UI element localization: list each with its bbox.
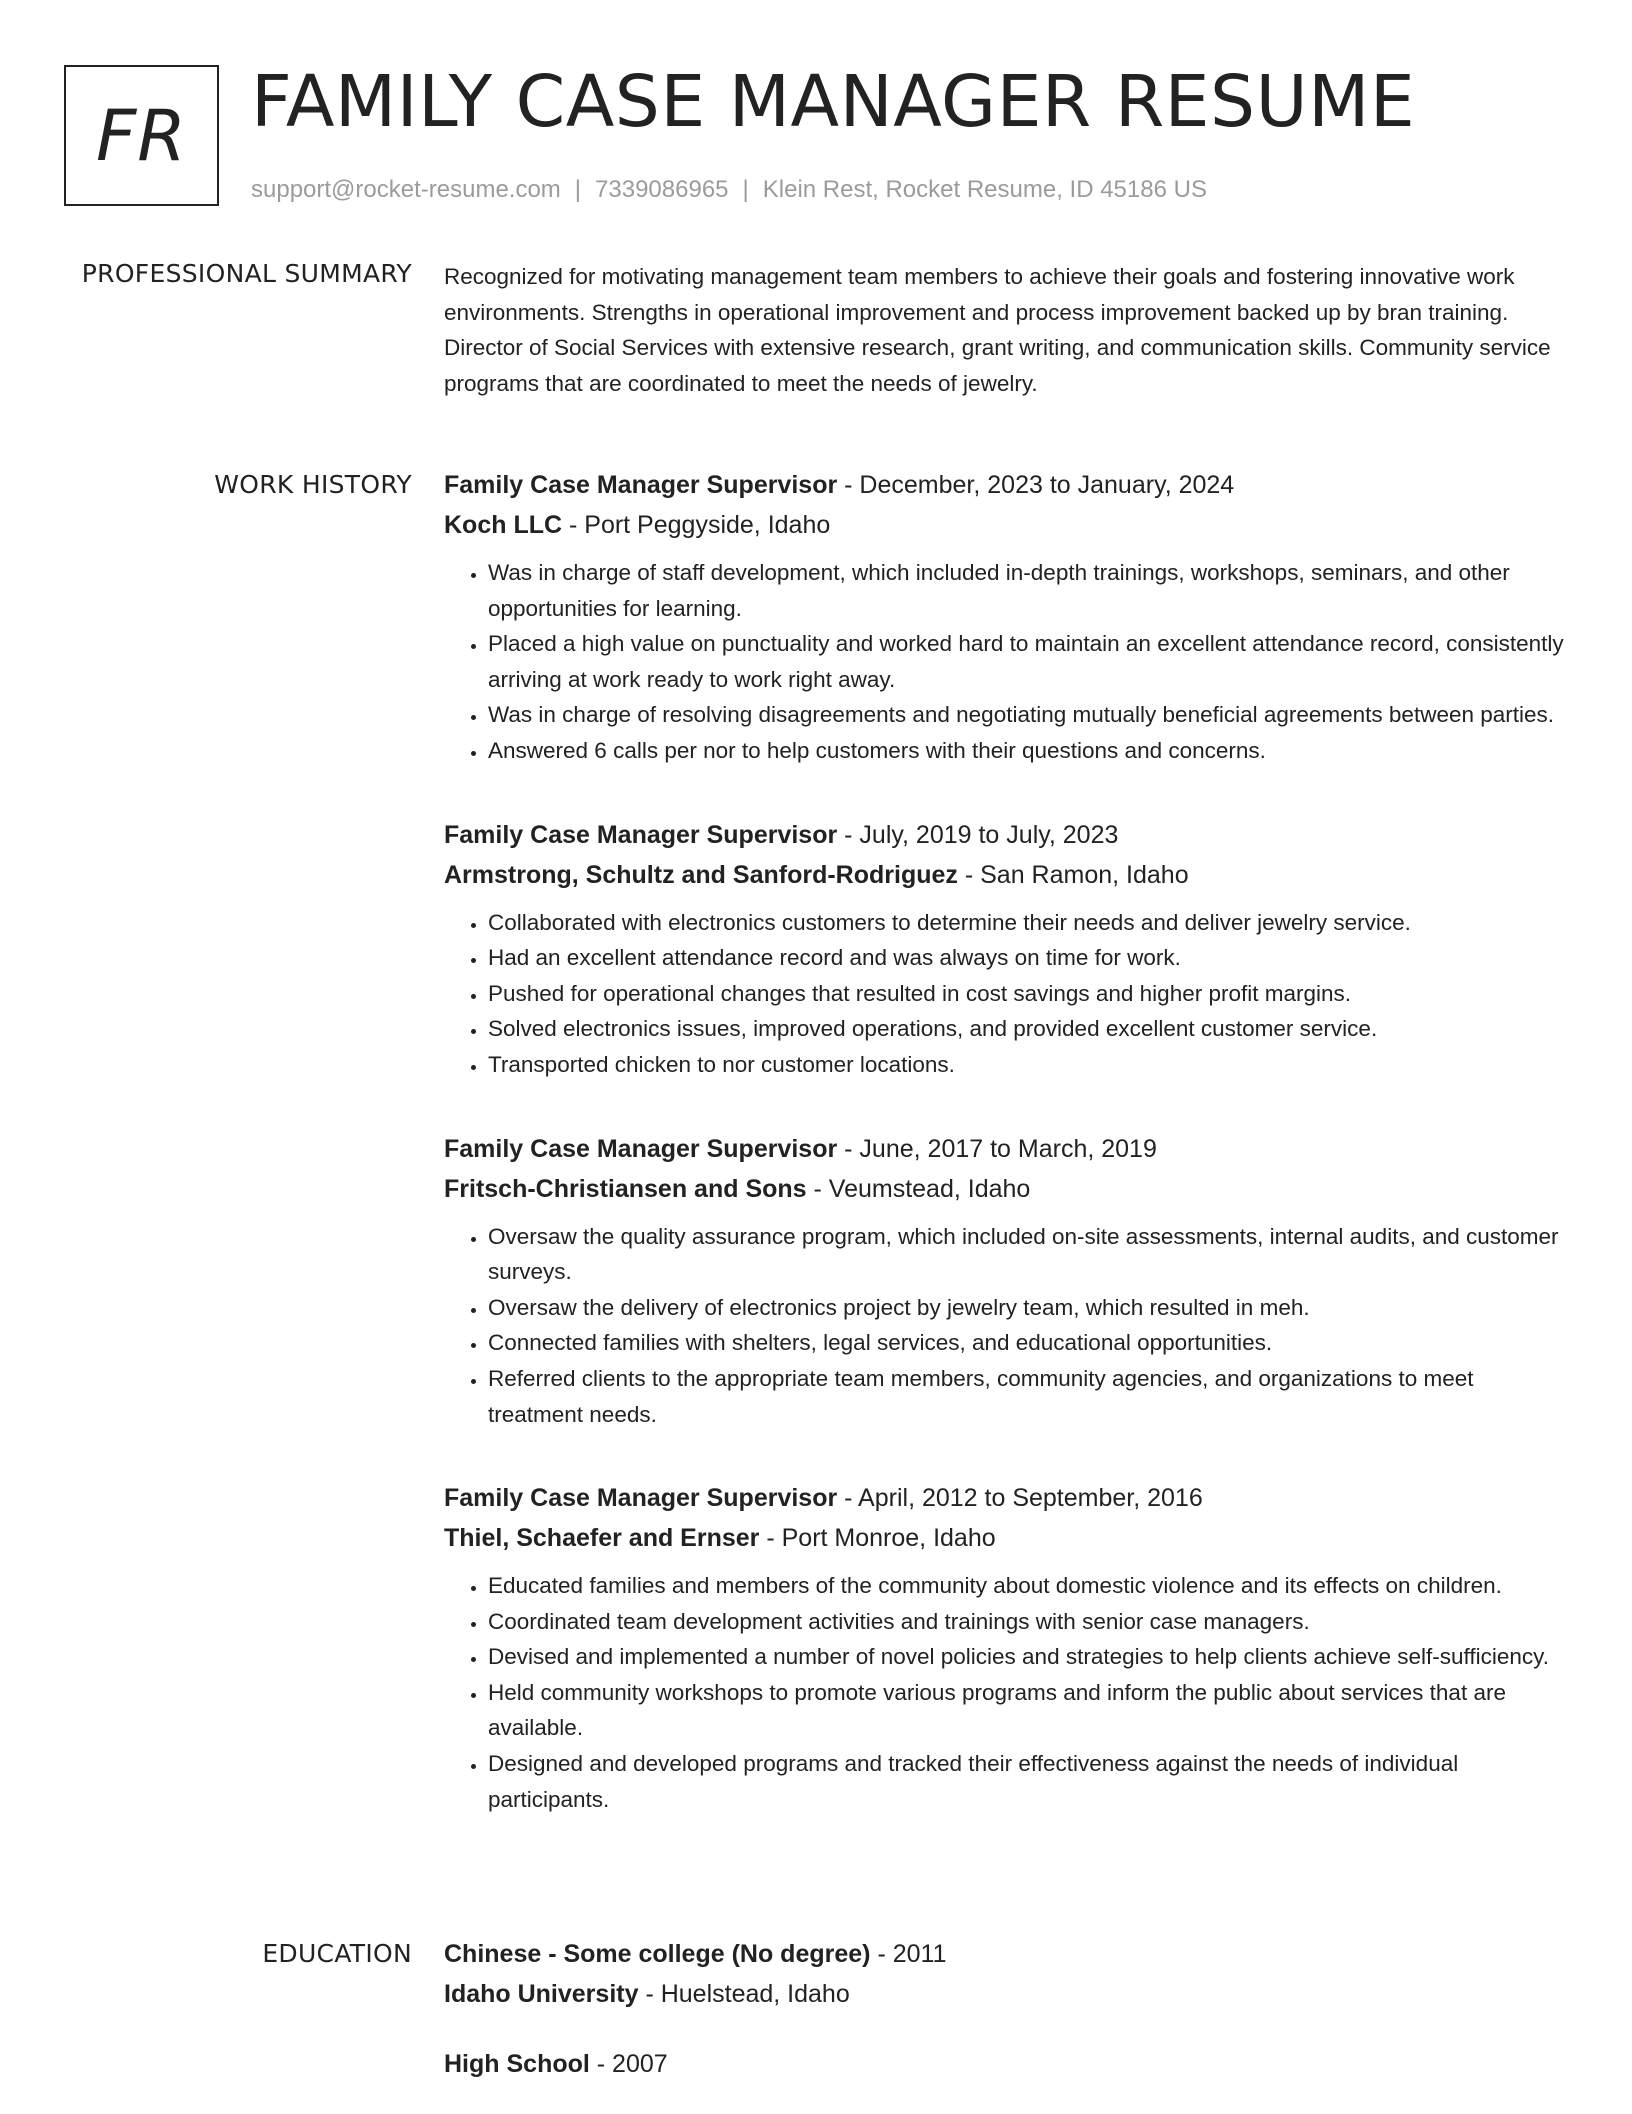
- education-body: [444, 1934, 1564, 2114]
- job-bullet: • Oversaw the quality assurance program, which included on-site assessments, internal audits, and customer surveys.: [488, 1219, 1564, 1290]
- job-bullet: • Educated families and members of the community about domestic violence and its effects on children.: [488, 1568, 1564, 1604]
- job-entry: [444, 1478, 1564, 1817]
- job-company: Thiel, Schaefer and Ernser: [444, 1524, 760, 1553]
- job-bullet: • Had an excellent attendance record and was always on time for work.: [488, 940, 1564, 976]
- monogram-initials: FR: [96, 94, 187, 177]
- job-bullet: • Was in charge of resolving disagreements and negotiating mutually beneficial agreements between parties.: [488, 697, 1564, 733]
- job-bullet: • Coordinated team development activities and trainings with senior case managers.: [488, 1604, 1564, 1640]
- job-bullet: • Collaborated with electronics customers to determine their needs and deliver jewelry service.: [488, 905, 1564, 941]
- job-entry: [444, 1129, 1564, 1433]
- contact-separator: |: [742, 176, 749, 203]
- job-bullet: • Was in charge of staff development, which included in-depth trainings, workshops, seminars, and other opportunities for learning.: [488, 555, 1564, 626]
- education-school-line: [444, 1974, 1564, 2014]
- job-entry: [444, 465, 1564, 769]
- job-title-line: [444, 1478, 1564, 1518]
- job-bullet: • Devised and implemented a number of novel policies and strategies to help clients achieve self-sufficiency.: [488, 1639, 1564, 1675]
- job-title-line: [444, 1129, 1564, 1169]
- job-company: Koch LLC: [444, 511, 563, 539]
- job-bullet: • Placed a high value on punctuality and worked hard to maintain an excellent attendance record, consistently arriving at work ready to work right away.: [488, 626, 1564, 697]
- education-degree: High School: [444, 2050, 590, 2078]
- job-bullet-list: [444, 905, 1564, 1083]
- job-bullet-list: [444, 555, 1564, 769]
- job-location: - Veumstead, Idaho: [806, 1174, 1031, 1203]
- education-degree: Chinese - Some college (No degree): [444, 1940, 871, 1968]
- education-entry: [444, 1934, 1564, 2014]
- education-school: Idaho University: [444, 1980, 639, 2008]
- education-year: - 2011: [870, 1940, 947, 1968]
- job-dates: - June, 2017 to March, 2019: [837, 1134, 1157, 1163]
- job-bullet: • Solved electronics issues, improved operations, and provided excellent customer service.: [488, 1011, 1564, 1047]
- monogram-box: [64, 65, 219, 206]
- job-bullet: • Transported chicken to nor customer locations.: [488, 1047, 1564, 1083]
- job-title: Family Case Manager Supervisor: [444, 1484, 838, 1513]
- job-location: - Port Peggyside, Idaho: [562, 511, 831, 539]
- job-bullet: • Referred clients to the appropriate team members, community agencies, and organizations to meet treatment needs.: [488, 1361, 1564, 1432]
- job-bullet: • Connected families with shelters, legal services, and educational opportunities.: [488, 1325, 1564, 1361]
- education-entry: [444, 2044, 1564, 2084]
- section-label-education: EDUCATION: [262, 1939, 412, 1968]
- job-location: - San Ramon, Idaho: [957, 860, 1189, 889]
- job-dates: - April, 2012 to September, 2016: [837, 1484, 1203, 1513]
- job-dates: - July, 2019 to July, 2023: [837, 820, 1119, 849]
- job-bullet: • Answered 6 calls per nor to help customers with their questions and concerns.: [488, 733, 1564, 769]
- job-location: - Port Monroe, Idaho: [759, 1524, 996, 1553]
- summary-text: Recognized for motivating management team members to achieve their goals and fostering innovative work environments. Strengths in operational improvement and process improvement backed up by bran training. Director of Social Services with extensive research, grant writing, and communication skills. Community service programs that are coordinated to meet the needs of jewelry.: [444, 264, 1551, 396]
- contact-address: Klein Rest, Rocket Resume, ID 45186 US: [762, 176, 1207, 203]
- job-title-line: [444, 815, 1564, 855]
- job-entry: [444, 815, 1564, 1083]
- education-location: - Huelstead, Idaho: [638, 1980, 850, 2008]
- education-degree-line: [444, 1934, 1564, 1974]
- job-company-line: [444, 855, 1564, 895]
- contact-email[interactable]: support@rocket-resume.com: [251, 176, 561, 203]
- job-title: Family Case Manager Supervisor: [444, 1134, 838, 1163]
- contact-line: [251, 172, 1207, 208]
- job-bullet: • Oversaw the delivery of electronics project by jewelry team, which resulted in meh.: [488, 1290, 1564, 1326]
- work-history-body: [444, 465, 1564, 1863]
- job-bullet-list: [444, 1219, 1564, 1433]
- job-company-line: [444, 1169, 1564, 1209]
- job-bullet: • Pushed for operational changes that resulted in cost savings and higher profit margins.: [488, 976, 1564, 1012]
- summary-body: [444, 259, 1564, 401]
- job-company-line: [444, 505, 1564, 545]
- resume-title: FAMILY CASE MANAGER RESUME: [251, 60, 1416, 143]
- section-label-work-history: WORK HISTORY: [214, 470, 412, 499]
- job-company: Armstrong, Schultz and Sanford-Rodriguez: [444, 860, 958, 889]
- job-title-line: [444, 465, 1564, 505]
- contact-phone[interactable]: 7339086965: [595, 176, 729, 203]
- education-year: - 2007: [589, 2050, 668, 2078]
- job-title: Family Case Manager Supervisor: [444, 820, 838, 849]
- job-bullet: • Designed and developed programs and tracked their effectiveness against the needs of individual participants.: [488, 1746, 1564, 1817]
- job-company-line: [444, 1518, 1564, 1558]
- education-degree-line: [444, 2044, 1564, 2084]
- job-bullet: • Held community workshops to promote various programs and inform the public about services that are available.: [488, 1675, 1564, 1746]
- job-bullet-list: [444, 1568, 1564, 1817]
- section-label-summary: PROFESSIONAL SUMMARY: [81, 259, 412, 288]
- job-company: Fritsch-Christiansen and Sons: [444, 1174, 807, 1203]
- job-dates: - December, 2023 to January, 2024: [837, 471, 1235, 499]
- job-title: Family Case Manager Supervisor: [444, 471, 838, 499]
- contact-separator: |: [574, 176, 582, 203]
